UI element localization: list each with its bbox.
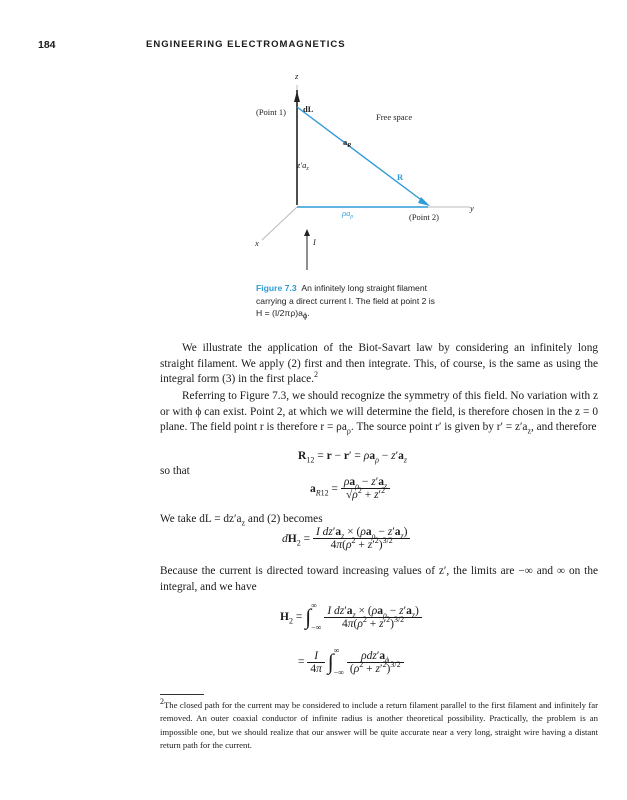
we-take-text: We take dL = $dz'a_z$ and (2) becomes	[160, 513, 323, 528]
paragraph-1: We illustrate the application of the Biot-Savart law by considering an infinitely long straight filament. We apply (2) first and then integrate. This, of course, is the same as using the integral form (3) in the first place.$^2$	[160, 342, 598, 386]
page-number: 184	[38, 39, 56, 51]
z-prime-az-label: $z'a_z$	[297, 160, 309, 172]
figure-7-3-diagram	[0, 0, 627, 280]
free-space-label: Free space	[376, 112, 413, 122]
axis-z-label: z	[295, 71, 299, 81]
equation-dH2: $dH_2$ = $\frac{I dz'a_z \times (\rho a_\rho - z'a_z)}{4\pi(\rho^2 + z'^2)^{3/2}}$	[282, 526, 410, 551]
x-axis	[262, 207, 297, 240]
so-that-text: so that	[160, 465, 190, 477]
equation-aR12: $a_{R12}$ = $\frac{\rho a_\rho - z'a_z}{√\rho^2 + z'^2}$	[310, 476, 390, 501]
footnote-ref: 2	[314, 370, 319, 380]
figure-caption: Figure 7.3 An infinitely long straight filament carrying a direct current I. The field at point 2 is H = (I/2πρ)aϕ.	[256, 283, 435, 321]
footnote-text: The closed path for the current may be considered to include a return filament parallel to the first filament and infinitely far removed. An outer coaxial conductor of infinite radius is another theoretical possibility. Practically, the problem is an impossible one, but we should realize that our answer will be quite accurate near a very long, straight wire having a distant return path for the current.	[160, 700, 598, 750]
caption-line1: An infinitely long straight filament	[301, 283, 428, 293]
point1-label: (Point 1)	[256, 107, 286, 117]
R-label: R	[397, 172, 404, 182]
filament-arrowhead	[294, 91, 300, 102]
current-I-label: I	[313, 237, 316, 247]
current-arrowhead	[304, 229, 310, 236]
equation-R12: $R_{12} = r - r' = \rho a_\rho - z'a_z$	[298, 450, 408, 465]
footnote-marker: 2	[160, 697, 164, 707]
axis-x-label: x	[255, 238, 259, 248]
dL-label: dL	[303, 104, 314, 114]
paragraph-limits: Because the current is directed toward increasing values of z′, the limits are −∞ and ∞ on the integral, and we have	[160, 565, 598, 593]
point2-label: (Point 2)	[409, 212, 439, 222]
footnote	[160, 699, 598, 752]
running-title: ENGINEERING ELECTROMAGNETICS	[146, 39, 346, 50]
axis-y-label: y	[470, 203, 474, 213]
caption-line3: H = (I/2πρ)a	[256, 308, 303, 318]
rho-a-label: $\rho a_\rho$	[342, 208, 354, 220]
figure-label: Figure 7.3	[256, 283, 297, 293]
caption-line2: carrying a direct current I. The field at point 2 is	[256, 295, 435, 306]
footnote-rule	[160, 694, 204, 695]
aR-label: $a_R$	[343, 137, 352, 149]
paragraph-2: Referring to Figure 7.3, we should recognize the symmetry of this field. No variation with z or with ϕ can exist. Point 2, at which we will determine the field, is therefore chosen in the z = 0 plane. The field point r is therefore $r = \rho a_\rho$. The source point r′ is given by $r' = z'a_z$, and therefore	[160, 390, 598, 436]
equation-H2-simplified: = $\frac{I}{4\pi}$ ∫∞ −∞ $\frac{\rho dz'a_\phi}{(\rho^2 + z'^2)^{3/2}}$	[298, 640, 404, 684]
equation-H2-integral: $H_2$ = ∫∞ −∞ $\frac{I dz'a_z \times (\rho a_\rho - z'a_z)}{4\pi(\rho^2 + z'^2)^{3/2}}$	[280, 595, 422, 639]
